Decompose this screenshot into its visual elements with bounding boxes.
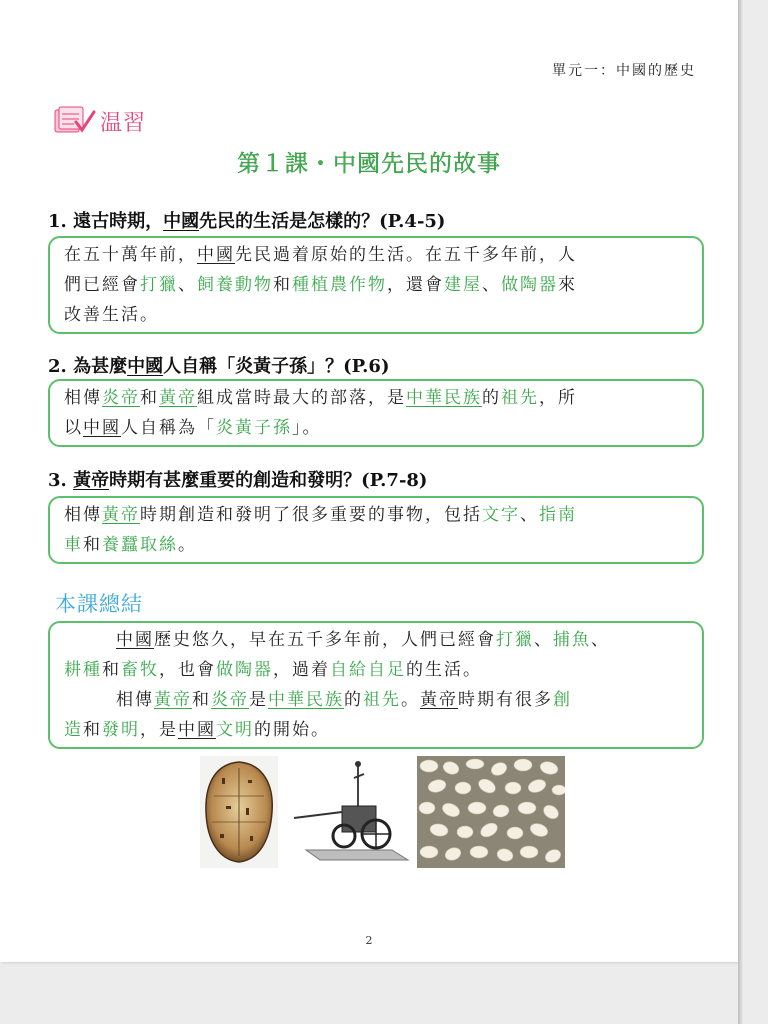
page-edge-shadow: [738, 0, 744, 1024]
south-pointing-chariot-photo: [284, 756, 410, 868]
question-number: 3.: [48, 470, 67, 491]
summary-line: 相傳黃帝和炎帝是中華民族的祖先。黃帝時期有很多創: [116, 690, 572, 710]
oracle-bone-photo: [200, 756, 278, 868]
lesson-title: 第１課・中國先民的故事: [237, 151, 501, 177]
review-label: 温習: [100, 110, 147, 136]
answer-box-1: [48, 236, 704, 334]
summary-line: 造和發明，是中國文明的開始。: [64, 720, 330, 740]
summary-line: 耕種和畜牧，也會做陶器，過着自給自足的生活。: [64, 660, 482, 680]
answer-line: 相傳炎帝和黃帝組成當時最大的部落，是中華民族的祖先，所: [64, 388, 577, 408]
question-3-title: 3. 黃帝時期有甚麼重要的創造和發明？(P.7-8): [48, 470, 428, 491]
answer-box-2: [48, 379, 704, 447]
question-number: 2.: [48, 356, 67, 377]
summary-line: 中國歷史悠久，早在五千多年前，人們已經會打獵、捕魚、: [116, 630, 610, 650]
answer-line: 在五十萬年前，中國先民過着原始的生活。在五千多年前，人: [64, 245, 577, 265]
question-2-title: 2. 為甚麼中國人自稱「炎黃子孫」？(P.6): [48, 356, 390, 377]
answer-line: 車和養蠶取絲。: [64, 535, 197, 555]
answer-line: 以中國人自稱為「炎黃子孫」。: [64, 418, 322, 438]
page-number: 2: [365, 934, 373, 947]
review-section-label: [52, 104, 146, 138]
answer-line: 們已經會打獵、飼養動物和種植農作物，還會建屋、做陶器來: [64, 275, 577, 295]
question-number: 1.: [48, 211, 67, 232]
answer-line: 相傳黃帝時期創造和發明了很多重要的事物，包括文字、指南: [64, 505, 577, 525]
notebook-check-icon: [52, 104, 96, 138]
answer-line: 改善生活。: [64, 305, 159, 325]
question-1-title: 1. 遠古時期，中國先民的生活是怎樣的？(P.4-5): [48, 211, 446, 232]
silkworm-cocoons-photo: [417, 756, 565, 868]
summary-box: [48, 621, 704, 749]
unit-header: 單元一：中國的歷史: [552, 63, 696, 79]
answer-box-3: [48, 496, 704, 564]
summary-heading: 本課總結: [55, 592, 143, 616]
